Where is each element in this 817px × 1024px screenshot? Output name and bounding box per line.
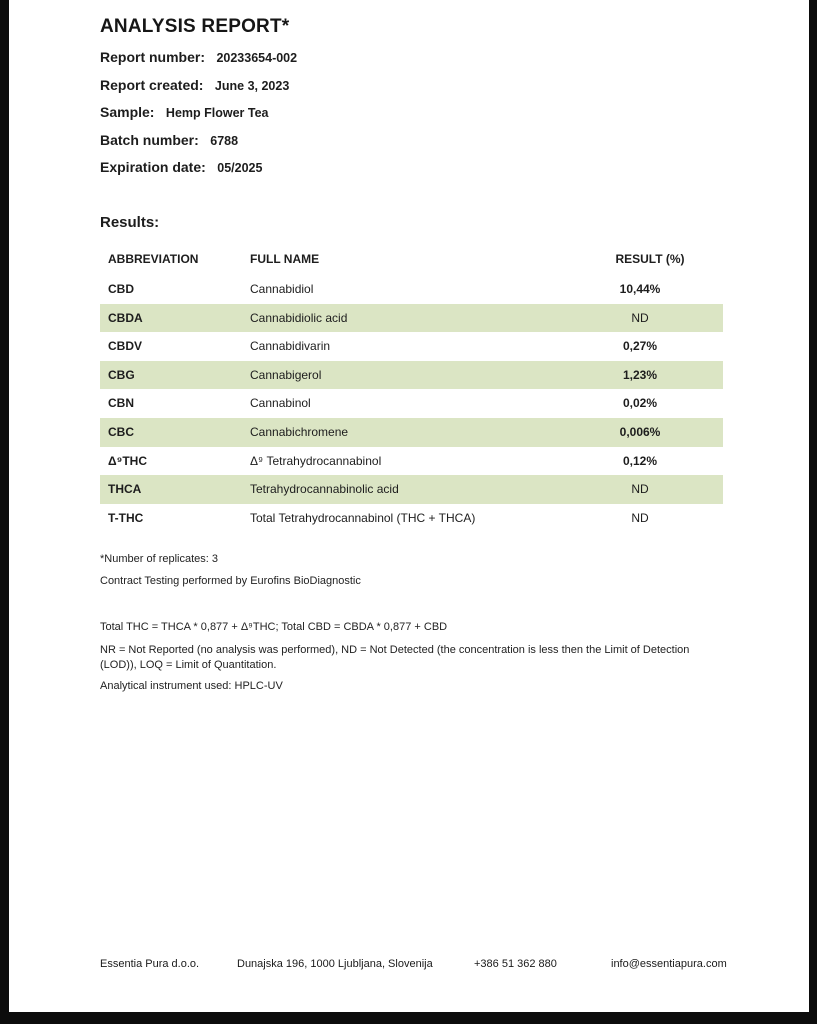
- report-number-value: 20233654-002: [216, 51, 298, 65]
- footnote-replicates: *Number of replicates: 3: [100, 553, 218, 565]
- result-cell: 0,006%: [619, 424, 661, 439]
- name-cell: Total Tetrahydrocannabinol (THC + THCA): [250, 510, 476, 525]
- table-header-row: [100, 249, 723, 275]
- expiration-date-field: [100, 159, 262, 177]
- result-cell: ND: [631, 310, 649, 325]
- footer-address: Dunajska 196, 1000 Ljubljana, Slovenija: [237, 958, 433, 970]
- result-cell: ND: [631, 510, 649, 525]
- report-created-value: June 3, 2023: [214, 79, 290, 93]
- table-row-delta9-thc: [100, 447, 723, 476]
- results-table: [100, 249, 723, 532]
- name-cell: Cannabinol: [250, 396, 311, 411]
- expiration-date-value: 05/2025: [217, 161, 263, 175]
- note-abbrev-definitions: NR = Not Reported (no analysis was performed), ND = Not Detected (the concentration is less then the Limit of Detection (LOD)), LOQ = Limit of Quantitation.: [100, 644, 690, 671]
- sample-value: Hemp Flower Tea: [165, 106, 269, 120]
- batch-number-label: Batch number:: [100, 132, 199, 148]
- batch-number-value: 6788: [210, 134, 239, 148]
- table-row-cbda: [100, 304, 723, 333]
- footer-email: info@essentiapura.com: [611, 958, 727, 970]
- report-created-label: Report created:: [100, 77, 204, 93]
- abbr-cell: CBDA: [108, 310, 143, 325]
- table-row-cbdv: [100, 332, 723, 361]
- column-header-result: RESULT (%): [615, 252, 685, 266]
- result-cell: 0,12%: [622, 453, 658, 468]
- note-total-formula: Total THC = THCA * 0,877 + Δ⁹THC; Total CBD = CBDA * 0,877 + CBD: [100, 621, 448, 633]
- name-cell: Cannabichromene: [250, 424, 349, 439]
- table-row-cbc: [100, 418, 723, 447]
- table-row-t-thc: [100, 504, 723, 533]
- abbr-cell: CBDV: [108, 339, 143, 354]
- abbr-cell: CBG: [108, 367, 135, 382]
- name-cell: Cannabidivarin: [250, 339, 331, 354]
- note-instrument: Analytical instrument used: HPLC-UV: [100, 680, 283, 692]
- table-row-cbn: [100, 389, 723, 418]
- expiration-date-label: Expiration date:: [100, 159, 206, 175]
- result-cell: 0,27%: [622, 339, 658, 354]
- results-heading: Results:: [100, 214, 160, 231]
- report-number-field: [100, 49, 297, 67]
- table-row-cbg: [100, 361, 723, 390]
- name-cell: Cannabidiol: [250, 282, 314, 296]
- abbr-cell: CBN: [108, 396, 134, 411]
- name-cell: Cannabidiolic acid: [250, 310, 348, 325]
- column-header-abbreviation: ABBREVIATION: [108, 252, 199, 266]
- footer-company: Essentia Pura d.o.o.: [100, 958, 200, 970]
- sample-field: [100, 104, 269, 122]
- column-header-full-name: FULL NAME: [250, 252, 320, 266]
- result-cell: 0,02%: [622, 396, 658, 411]
- result-cell: 1,23%: [622, 367, 658, 382]
- sample-label: Sample:: [100, 104, 155, 120]
- report-page: [9, 0, 809, 1012]
- abbr-cell: CBC: [108, 424, 134, 439]
- name-cell: Cannabigerol: [250, 367, 322, 382]
- footnote-contract-testing: Contract Testing performed by Eurofins BioDiagnostic: [100, 575, 361, 587]
- name-cell: Tetrahydrocannabinolic acid: [250, 482, 399, 497]
- abbr-cell: THCA: [108, 482, 142, 497]
- report-number-label: Report number:: [100, 49, 205, 65]
- report-created-field: [100, 77, 289, 95]
- abbr-cell: CBD: [108, 282, 134, 296]
- table-row-thca: [100, 475, 723, 504]
- result-cell: 10,44%: [619, 282, 661, 296]
- abbr-cell: T-THC: [108, 510, 144, 525]
- abbr-cell: Δ⁹THC: [108, 453, 147, 468]
- name-cell: Δ⁹ Tetrahydrocannabinol: [250, 453, 382, 468]
- footer-phone: +386 51 362 880: [474, 958, 557, 970]
- batch-number-field: [100, 132, 238, 150]
- result-cell: ND: [631, 482, 649, 497]
- table-row-cbd: [100, 275, 723, 304]
- page-title: ANALYSIS REPORT*: [100, 16, 290, 37]
